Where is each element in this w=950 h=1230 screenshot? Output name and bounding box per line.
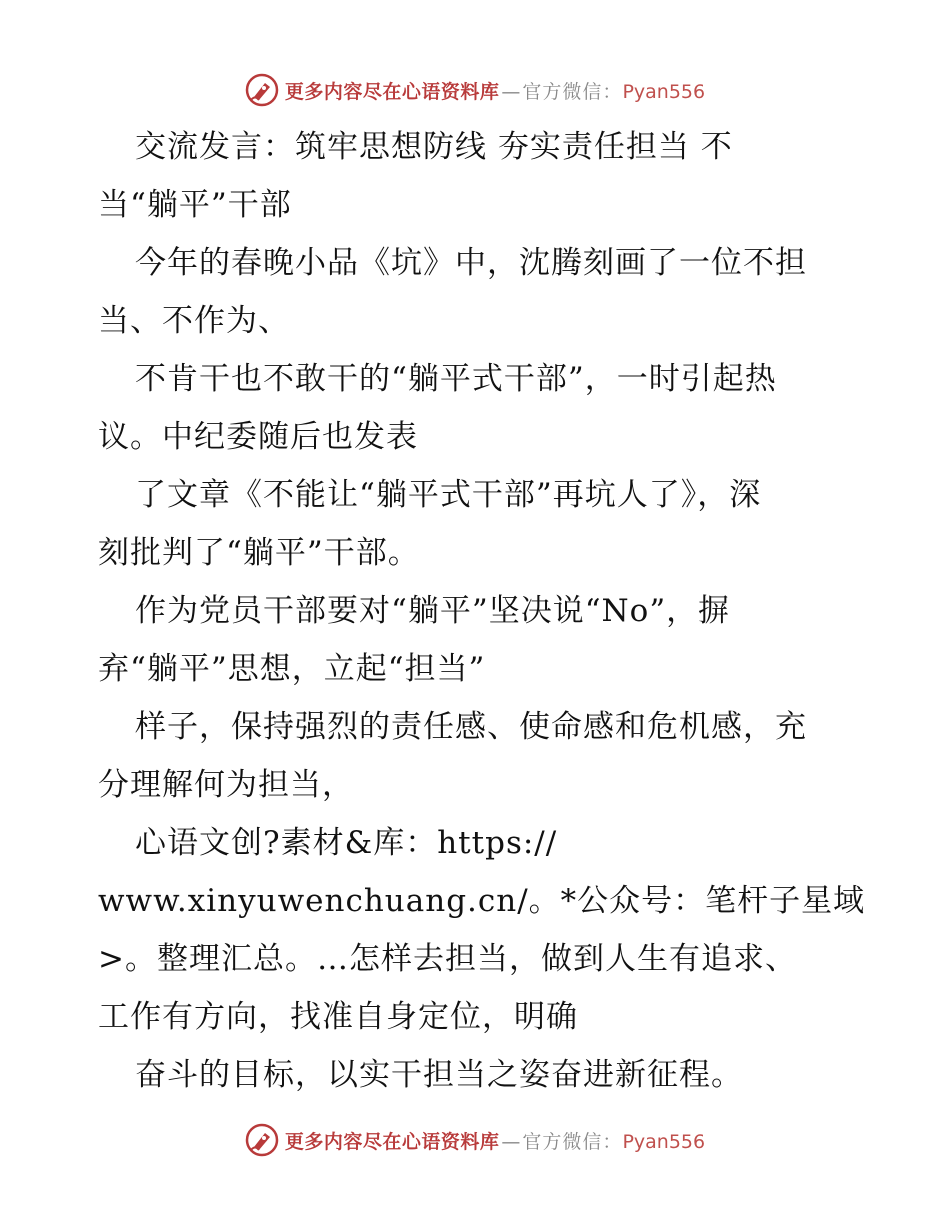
paragraph-line: >。整理汇总。…怎样去担当，做到人生有追求、 [98, 941, 797, 977]
pen-nib-logo-icon [245, 1123, 279, 1157]
paragraph-line: 心语文创?素材&库：https:// [135, 825, 558, 861]
paragraph-line: 工作有方向，找准自身定位，明确 [98, 999, 578, 1035]
watermark-wechat-id: Pyan556 [622, 1130, 706, 1153]
paragraph-line: www.xinyuwenchuang.cn/。*公众号：笔杆子星域 [98, 883, 866, 919]
document-title-line-2: 当“躺平”干部 [98, 187, 292, 223]
document-body [98, 118, 866, 1104]
footer-watermark [0, 1120, 950, 1160]
watermark-separator: — [501, 1130, 521, 1153]
paragraph-line: 今年的春晚小品《坑》中，沈腾刻画了一位不担 [135, 245, 807, 281]
watermark-sub-text: 官方微信： [522, 1130, 623, 1153]
footer-watermark-text [285, 1127, 705, 1154]
paragraph-line: 刻批判了“躺平”干部。 [98, 535, 420, 571]
paragraph-line: 不肯干也不敢干的“躺平式干部”，一时引起热 [135, 361, 777, 397]
paragraph-line: 分理解何为担当， [98, 767, 354, 803]
paragraph-line: 弃“躺平”思想，立起“担当” [98, 651, 486, 687]
watermark-main-text: 更多内容尽在心语资料库 [284, 80, 500, 103]
paragraph-line: 样子，保持强烈的责任感、使命感和危机感，充 [135, 709, 807, 745]
paragraph-line: 议。中纪委随后也发表 [98, 419, 418, 455]
header-watermark-text [285, 77, 705, 104]
paragraph-line: 当、不作为、 [98, 303, 290, 339]
paragraph-line: 作为党员干部要对“躺平”坚决说“No”，摒 [135, 593, 731, 629]
watermark-separator: — [501, 80, 521, 103]
header-watermark-inner [245, 73, 705, 107]
document-title-line-1: 交流发言：筑牢思想防线 夯实责任担当 不 [135, 129, 733, 165]
watermark-main-text: 更多内容尽在心语资料库 [284, 1130, 500, 1153]
header-watermark [0, 70, 950, 110]
paragraph-line: 奋斗的目标，以实干担当之姿奋进新征程。 [135, 1057, 743, 1093]
paragraph-line: 了文章《不能让“躺平式干部”再坑人了》，深 [135, 477, 762, 513]
pen-nib-logo-icon [245, 73, 279, 107]
footer-watermark-inner [245, 1123, 705, 1157]
watermark-wechat-id: Pyan556 [622, 80, 706, 103]
watermark-sub-text: 官方微信： [522, 80, 623, 103]
